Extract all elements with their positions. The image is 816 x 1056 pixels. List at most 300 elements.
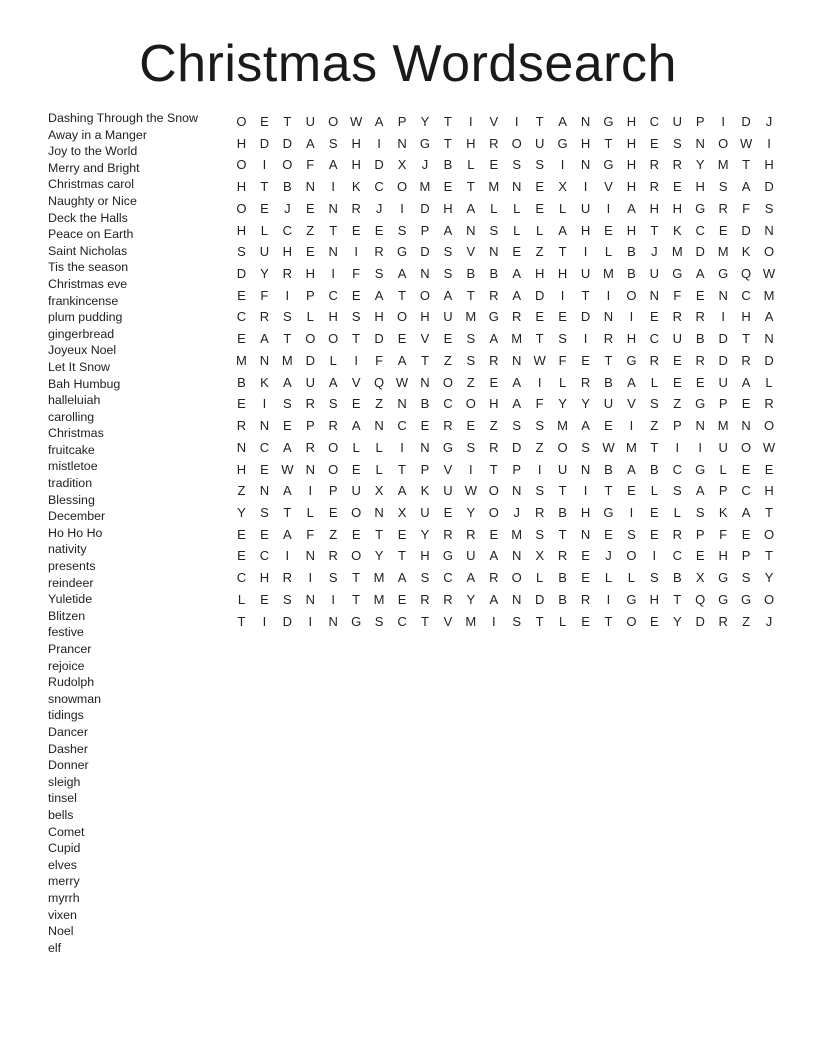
grid-cell: G — [557, 135, 568, 151]
grid-cell: S — [695, 504, 705, 520]
grid-cell: D — [741, 114, 751, 129]
grid-cell: M — [373, 570, 385, 586]
grid-cell: O — [763, 526, 775, 542]
grid-cell: S — [443, 244, 453, 260]
grid-cell: F — [719, 526, 728, 542]
grid-cell: D — [282, 135, 293, 151]
grid-cell: S — [627, 526, 636, 542]
grid-cell: G — [695, 461, 706, 477]
grid-cell: O — [511, 135, 522, 151]
grid-cell: I — [331, 266, 336, 282]
grid-cell: I — [583, 483, 588, 499]
grid-cell: H — [580, 222, 591, 238]
grid-cell: N — [374, 418, 384, 434]
grid-cell: T — [329, 222, 338, 238]
grid-cell: C — [397, 613, 407, 629]
grid-cell: O — [718, 135, 729, 151]
grid-cell: R — [764, 396, 774, 412]
grid-cell: I — [354, 244, 358, 260]
grid-cell: T — [558, 483, 567, 499]
grid-cell: D — [259, 135, 270, 151]
word-list — [48, 110, 198, 956]
grid-cell: I — [583, 244, 588, 260]
grid-cell: R — [489, 352, 499, 368]
grid-cell: A — [328, 157, 338, 173]
grid-cell: O — [351, 504, 362, 520]
grid-cell: V — [466, 244, 476, 260]
grid-cell: E — [374, 222, 384, 238]
grid-cell: U — [534, 135, 545, 151]
grid-cell: L — [306, 309, 314, 325]
grid-cell: G — [488, 309, 499, 325]
grid-cell: D — [741, 222, 751, 238]
grid-cell: T — [604, 135, 613, 151]
grid-cell: S — [466, 352, 476, 368]
grid-cell: M — [717, 244, 729, 260]
grid-cell: X — [535, 548, 544, 564]
grid-cell: H — [741, 309, 751, 325]
grid-cell: E — [604, 526, 613, 542]
grid-cell: Q — [695, 591, 706, 607]
grid-cell: Y — [695, 157, 705, 173]
grid-cell: T — [283, 504, 292, 520]
grid-cell: E — [741, 526, 751, 542]
grid-cell: M — [488, 179, 500, 195]
grid-cell: L — [536, 570, 544, 586]
grid-cell: P — [397, 114, 407, 129]
grid-cell: L — [719, 461, 727, 477]
word-list-item: merry — [48, 874, 80, 889]
grid-cell: I — [629, 309, 634, 325]
grid-cell: O — [282, 157, 293, 173]
grid-cell: M — [281, 352, 293, 368]
word-list-item: tinsel — [48, 791, 77, 806]
grid-cell: E — [650, 526, 659, 542]
grid-cell: R — [489, 287, 499, 303]
grid-cell: L — [467, 157, 475, 173]
word-list-item: reindeer — [48, 575, 94, 590]
grid-cell: T — [466, 287, 475, 303]
grid-cell: O — [396, 179, 408, 195]
grid-cell: M — [511, 526, 523, 542]
word-list-item: Saint Nicholas — [48, 243, 128, 258]
grid-cell: H — [626, 179, 637, 195]
grid-cell: G — [718, 266, 729, 282]
grid-cell: Y — [237, 504, 246, 520]
grid-cell: A — [443, 287, 453, 303]
grid-cell: A — [351, 418, 361, 434]
grid-cell: S — [535, 157, 544, 173]
grid-cell: E — [741, 461, 751, 477]
grid-cell: I — [469, 114, 473, 129]
grid-cell: I — [606, 200, 611, 216]
grid-cell: R — [328, 418, 338, 434]
grid-cell: P — [718, 483, 728, 499]
grid-cell: O — [763, 418, 775, 434]
grid-cell: R — [328, 548, 338, 564]
grid-cell: O — [511, 570, 522, 586]
grid-cell: E — [627, 483, 636, 499]
grid-cell: E — [420, 418, 430, 434]
grid-cell: C — [374, 179, 384, 195]
grid-cell: I — [537, 461, 542, 477]
grid-cell: T — [742, 157, 751, 173]
grid-cell: H — [626, 135, 637, 151]
grid-cell: H — [626, 331, 637, 347]
grid-cell: R — [236, 418, 247, 434]
grid-cell: P — [305, 418, 315, 434]
word-list-item: Deck the Halls — [48, 210, 128, 225]
grid-cell: E — [443, 331, 453, 347]
grid-cell: A — [397, 352, 407, 368]
grid-cell: A — [397, 570, 407, 586]
grid-cell: K — [260, 374, 269, 390]
grid-cell: T — [352, 570, 361, 586]
grid-cell: Z — [237, 483, 246, 499]
grid-cell: I — [469, 461, 473, 477]
word-list-item: Christmas eve — [48, 276, 128, 291]
grid-cell: N — [466, 222, 476, 238]
grid-cell: I — [629, 418, 634, 434]
grid-cell: N — [305, 591, 315, 607]
grid-cell: A — [512, 266, 522, 282]
grid-cell: N — [580, 461, 591, 477]
grid-cell: W — [350, 114, 363, 129]
grid-cell: Z — [673, 396, 682, 412]
grid-cell: U — [580, 266, 591, 282]
grid-cell: E — [672, 179, 682, 195]
grid-cell: B — [489, 266, 499, 282]
word-list-item: December — [48, 509, 106, 524]
grid-cell: N — [305, 548, 315, 564]
grid-cell: Y — [581, 396, 590, 412]
grid-cell: S — [328, 570, 338, 586]
grid-cell: S — [650, 396, 659, 412]
grid-cell: Y — [420, 114, 430, 129]
grid-cell: U — [443, 309, 453, 325]
grid-cell: N — [420, 374, 430, 390]
grid-cell: S — [650, 570, 659, 586]
grid-cell: R — [649, 157, 660, 173]
grid-cell: Z — [329, 526, 338, 542]
grid-cell: P — [695, 114, 705, 129]
grid-cell: S — [328, 135, 338, 151]
grid-cell: E — [397, 591, 407, 607]
grid-cell: M — [419, 179, 431, 195]
grid-cell: W — [395, 374, 409, 390]
grid-cell: X — [695, 570, 705, 586]
grid-cell: W — [281, 461, 294, 477]
grid-cell: L — [558, 200, 567, 216]
grid-cell: D — [718, 331, 728, 347]
grid-cell: A — [283, 526, 292, 542]
grid-cell: H — [580, 504, 591, 520]
grid-cell: B — [558, 504, 567, 520]
grid-cell: L — [536, 222, 544, 238]
grid-cell: E — [512, 244, 522, 260]
grid-cell: N — [695, 418, 705, 434]
grid-cell: I — [721, 114, 725, 129]
grid-cell: A — [466, 200, 476, 216]
grid-cell: I — [675, 439, 680, 455]
grid-cell: U — [466, 548, 476, 564]
grid-cell: V — [420, 331, 430, 347]
grid-cell: N — [512, 591, 522, 607]
grid-cell: R — [466, 526, 476, 542]
grid-cell: R — [351, 200, 361, 216]
grid-cell: Z — [375, 396, 384, 412]
grid-cell: T — [604, 483, 613, 499]
grid-cell: R — [489, 439, 499, 455]
grid-cell: E — [581, 352, 590, 368]
word-list-item: Dancer — [48, 724, 88, 739]
grid-cell: S — [718, 179, 728, 195]
grid-cell: E — [237, 287, 246, 303]
word-list-item: Tis the season — [48, 260, 129, 275]
grid-cell: O — [236, 114, 247, 129]
grid-cell: S — [764, 200, 774, 216]
grid-cell: M — [465, 309, 477, 325]
grid-cell: D — [695, 244, 705, 260]
grid-cell: A — [283, 483, 292, 499]
word-list-item: gingerbread — [48, 326, 115, 341]
word-list-item: Peace on Earth — [48, 227, 134, 242]
grid-cell: D — [695, 613, 705, 629]
grid-cell: S — [512, 418, 522, 434]
grid-cell: E — [581, 570, 590, 586]
grid-cell: R — [672, 157, 682, 173]
grid-cell: E — [604, 222, 613, 238]
grid-cell: O — [763, 591, 775, 607]
grid-cell: H — [351, 135, 361, 151]
grid-cell: V — [351, 374, 361, 390]
grid-cell: G — [626, 591, 637, 607]
grid-cell: A — [627, 374, 636, 390]
grid-cell: H — [236, 461, 247, 477]
grid-cell: N — [328, 200, 338, 216]
grid-cell: E — [397, 331, 407, 347]
grid-cell: G — [396, 244, 408, 260]
grid-cell: O — [396, 309, 408, 325]
word-list-item: Merry and Bright — [48, 160, 140, 175]
grid-cell: O — [488, 504, 499, 520]
word-list-item: snowman — [48, 691, 102, 706]
grid-cell: O — [328, 114, 339, 129]
grid-cell: N — [512, 179, 522, 195]
grid-cell: P — [718, 396, 728, 412]
word-list-item: fruitcake — [48, 442, 95, 457]
grid-cell: L — [490, 200, 498, 216]
grid-cell: X — [397, 157, 407, 173]
grid-cell: N — [397, 135, 407, 151]
grid-cell: A — [627, 200, 636, 216]
grid-cell: I — [308, 570, 313, 586]
grid-cell: B — [558, 570, 567, 586]
word-list-item: vixen — [48, 907, 77, 922]
grid-cell: M — [671, 244, 683, 260]
grid-cell: O — [442, 374, 453, 390]
word-list-item: Prancer — [48, 642, 92, 656]
grid-cell: Z — [443, 352, 452, 368]
grid-cell: D — [764, 352, 774, 368]
grid-cell: H — [236, 179, 247, 195]
grid-cell: C — [443, 396, 453, 412]
grid-cell: J — [284, 200, 291, 216]
grid-cell: L — [237, 591, 246, 607]
grid-cell: I — [308, 483, 313, 499]
grid-cell: A — [374, 114, 384, 129]
grid-cell: R — [282, 266, 293, 282]
grid-cell: T — [650, 439, 659, 455]
grid-cell: O — [465, 396, 476, 412]
letter-grid — [230, 113, 781, 634]
grid-cell: S — [466, 331, 476, 347]
grid-cell: N — [764, 331, 774, 347]
word-list-item: bells — [48, 807, 74, 822]
grid-cell: G — [603, 504, 614, 520]
grid-cell: H — [236, 135, 247, 151]
grid-cell: A — [374, 287, 384, 303]
grid-cell: Z — [742, 613, 751, 629]
grid-cell: D — [305, 352, 315, 368]
grid-cell: C — [236, 570, 247, 586]
grid-cell: B — [650, 461, 659, 477]
grid-cell: A — [512, 287, 522, 303]
grid-cell: R — [695, 309, 705, 325]
grid-cell: G — [626, 352, 637, 368]
grid-cell: N — [512, 483, 522, 499]
grid-cell: I — [560, 287, 565, 303]
grid-cell: T — [535, 613, 544, 629]
grid-cell: S — [535, 483, 544, 499]
grid-cell: S — [672, 135, 682, 151]
grid-cell: H — [420, 548, 430, 564]
grid-cell: S — [351, 309, 361, 325]
word-list-item: halleluiah — [48, 393, 101, 408]
grid-cell: W — [533, 352, 546, 368]
grid-cell: L — [765, 374, 773, 390]
grid-cell: H — [649, 591, 660, 607]
grid-cell: U — [718, 439, 728, 455]
grid-cell: T — [443, 135, 452, 151]
grid-cell: F — [673, 287, 682, 303]
grid-cell: U — [649, 266, 660, 282]
grid-cell: S — [397, 222, 407, 238]
grid-cell: I — [537, 374, 542, 390]
grid-cell: N — [764, 222, 774, 238]
grid-cell: I — [400, 439, 404, 455]
grid-cell: I — [606, 591, 611, 607]
grid-cell: Y — [558, 396, 567, 412]
grid-cell: E — [443, 504, 453, 520]
grid-cell: T — [466, 179, 475, 195]
grid-cell: U — [580, 200, 591, 216]
grid-cell: A — [512, 396, 522, 412]
grid-cell: M — [465, 613, 477, 629]
grid-cell: O — [626, 548, 637, 564]
word-list-item: Away in a Manger — [48, 127, 147, 142]
grid-cell: D — [534, 287, 545, 303]
grid-cell: P — [420, 461, 430, 477]
grid-cell: R — [305, 396, 315, 412]
grid-cell: N — [374, 504, 384, 520]
grid-cell: M — [373, 591, 385, 607]
grid-cell: N — [420, 266, 430, 282]
grid-cell: A — [305, 135, 315, 151]
grid-cell: N — [580, 526, 591, 542]
grid-cell: I — [354, 352, 358, 368]
grid-cell: C — [672, 461, 682, 477]
word-list-item: Ho Ho Ho — [48, 525, 103, 540]
grid-cell: N — [259, 352, 270, 368]
grid-cell: G — [603, 157, 614, 173]
grid-cell: A — [695, 266, 705, 282]
grid-cell: S — [558, 331, 567, 347]
grid-cell: R — [580, 374, 591, 390]
grid-cell: G — [351, 613, 362, 629]
grid-cell: L — [375, 461, 383, 477]
grid-cell: D — [282, 613, 293, 629]
grid-cell: R — [718, 200, 728, 216]
grid-cell: E — [718, 222, 728, 238]
grid-cell: O — [305, 331, 316, 347]
grid-cell: I — [560, 157, 565, 173]
grid-cell: I — [514, 114, 519, 129]
grid-cell: S — [283, 309, 292, 325]
grid-cell: S — [512, 157, 522, 173]
grid-cell: H — [259, 570, 270, 586]
grid-cell: T — [558, 526, 567, 542]
word-list-item: Dasher — [48, 741, 88, 756]
grid-cell: E — [764, 461, 774, 477]
grid-cell: E — [581, 613, 590, 629]
grid-cell: H — [672, 200, 682, 216]
grid-cell: J — [651, 244, 658, 260]
grid-cell: F — [352, 266, 361, 282]
grid-cell: E — [489, 526, 499, 542]
grid-cell: J — [765, 613, 773, 629]
grid-cell: D — [580, 309, 591, 325]
grid-cell: R — [603, 331, 614, 347]
grid-cell: M — [511, 331, 523, 347]
word-list-item: sleigh — [48, 774, 81, 789]
grid-cell: C — [672, 548, 682, 564]
grid-cell: O — [557, 439, 568, 455]
grid-cell: M — [625, 439, 637, 455]
grid-cell: E — [535, 309, 544, 325]
grid-cell: N — [718, 287, 728, 303]
grid-cell: S — [581, 439, 590, 455]
grid-cell: N — [649, 287, 660, 303]
grid-cell: S — [283, 396, 292, 412]
grid-cell: P — [305, 287, 315, 303]
grid-cell: I — [698, 439, 703, 455]
grid-cell: S — [283, 591, 292, 607]
grid-cell: T — [742, 331, 751, 347]
word-list-item: Joyeux Noel — [48, 343, 117, 358]
grid-cell: A — [283, 374, 292, 390]
grid-cell: U — [351, 483, 361, 499]
grid-cell: I — [308, 613, 313, 629]
grid-cell: T — [237, 613, 246, 629]
grid-cell: R — [489, 135, 499, 151]
grid-cell: A — [558, 222, 567, 238]
grid-cell: S — [672, 483, 682, 499]
grid-cell: T — [443, 114, 452, 129]
grid-cell: Y — [420, 526, 430, 542]
grid-cell: A — [260, 331, 269, 347]
word-list-item: presents — [48, 559, 96, 574]
